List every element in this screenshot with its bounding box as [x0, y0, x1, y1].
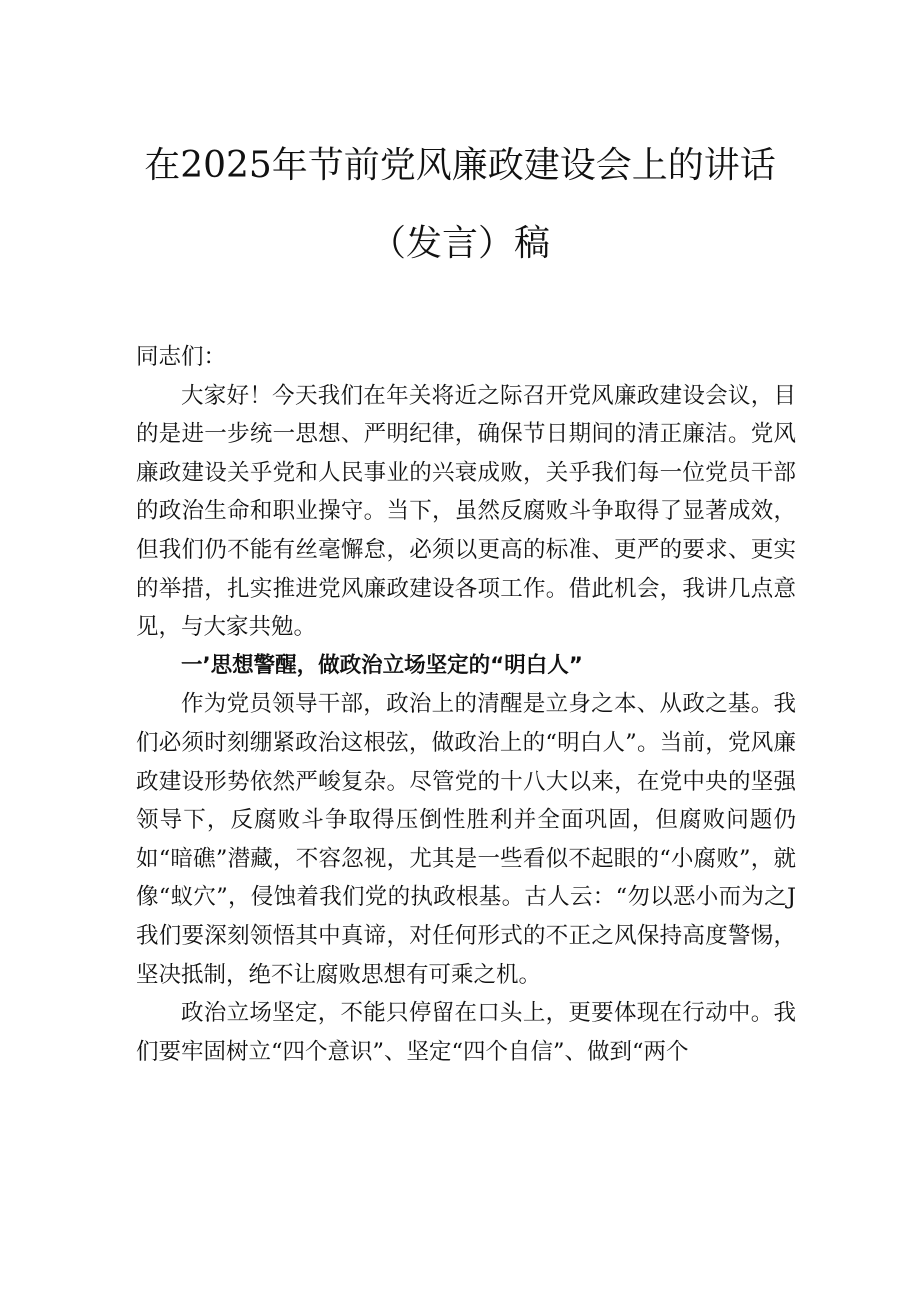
paragraph-opening: 大家好！今天我们在年关将近之际召开党风廉政建设会议，目的是进一步统一思想、严明纪律，确保节日期间的清正廉洁。党风廉政建设关乎党和人民事业的兴衰成败，关乎我们每一位党员干部的政治生命和职业操守。当下，虽然反腐败斗争取得了显著成效，但我们仍不能有丝毫懈怠，必须以更高的标准、更严的要求、更实的举措，扎实推进党风廉政建设各项工作。借此机会，我讲几点意见，与大家共勉。	[136, 382, 796, 641]
paragraph-section1-2: 政治立场坚定，不能只停留在口头上，更要体现在行动中。我们要牢固树立“四个意识”、坚定“四个自信”、做到“两个	[136, 1000, 796, 1065]
document-title-line1: 在2025年节前党风廉政建设会上的讲话	[144, 145, 776, 186]
paragraph-section1-1: 作为党员领导干部，政治上的清醒是立身之本、从政之基。我们必须时刻绷紧政治这根弦，做政治上的“明白人”。当前，党风廉政建设形势依然严峻复杂。尽管党的十八大以来，在党中央的坚强领导下，反腐败斗争取得压倒性胜利并全面巩固，但腐败问题仍如“暗礁”潜藏，不容忽视，尤其是一些看似不起眼的“小腐败”，就像“蚁穴”，侵蚀着我们党的执政根基。古人云：“勿以恶小而为之J我们要深刻领悟其中真谛，对任何形式的不正之风保持高度警惕，坚决抵制，绝不让腐败思想有可乘之机。	[136, 691, 796, 988]
document-title-line2: （发言）稿	[369, 223, 550, 264]
section-heading-1: 一’思想警醒，做政治立场坚定的“明白人”	[181, 652, 583, 678]
document-body	[136, 338, 796, 1071]
salutation: 同志们：	[136, 344, 227, 370]
